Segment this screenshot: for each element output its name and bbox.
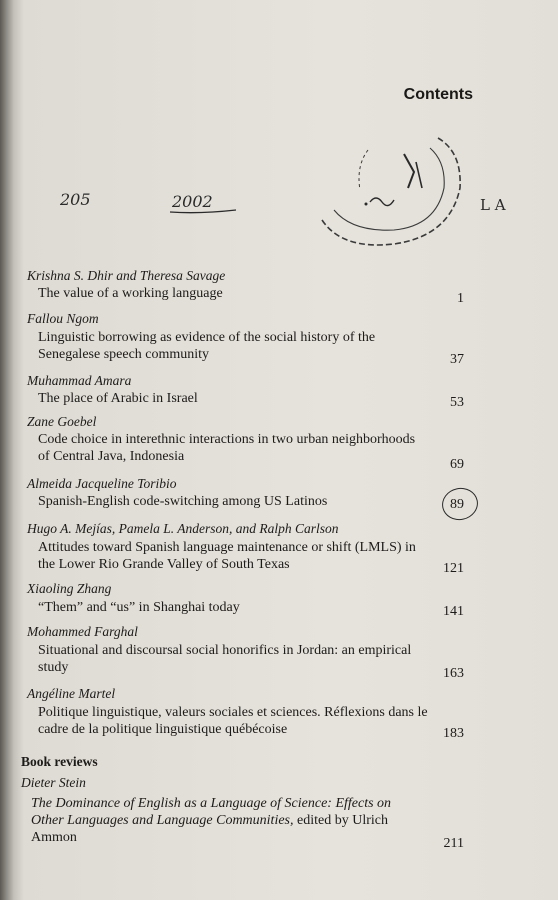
entry-title: The value of a working language [38,286,223,301]
entry-author: Almeida Jacqueline Toribio [27,476,177,491]
handwritten-note-1: 205 [60,190,91,209]
entry-page-number: 183 [443,726,464,741]
entry-title: Linguistic borrowing as evidence of the social history of the Senegalese speech community [38,330,376,362]
entry-page-number: 163 [443,666,464,681]
entry-author: Krishna S. Dhir and Theresa Savage [27,268,226,283]
entry-title: “Them” and “us” in Shanghai today [38,600,240,615]
entry-page-number: 121 [443,561,464,576]
section-heading-book-reviews: Book reviews [21,754,98,769]
entry-page-number: 37 [450,352,464,367]
entry-title: Situational and discoursal social honorifics in Jordan: an empirical study [38,643,412,675]
entry-page-number: 89 [450,497,464,512]
entry-page-number: 1 [457,291,464,306]
entry-page-number: 53 [450,395,464,410]
entry-author: Mohammed Farghal [27,624,138,639]
entry-author: Angéline Martel [27,686,116,701]
review-title-italic: The Dominance of English as a Language of Science: Effects on Other Languages and Language Communities, [31,796,392,828]
review-title-rest: edited by Ulrich Ammon [31,813,388,845]
handwritten-note-3: L A [480,196,506,214]
entry-page-number: 69 [450,457,464,472]
handwritten-note-2: 2002 [172,192,213,211]
entry-title: The place of Arabic in Israel [38,391,198,406]
review-title [31,795,406,846]
review-page-number: 211 [443,836,464,851]
entry-title: Code choice in interethnic interactions in two urban neighborhoods of Central Java, Indonesia [38,432,416,464]
entry-author: Zane Goebel [27,414,97,429]
entry-title: Politique linguistique, valeurs sociales et sciences. Réflexions dans le cadre de la politique linguistique québécoise [38,705,428,737]
entry-author: Fallou Ngom [27,311,99,326]
entry-author: Hugo A. Mejías, Pamela L. Anderson, and Ralph Carlson [27,521,339,536]
entry-author: Xiaoling Zhang [27,581,112,596]
entry-page-number: 141 [443,604,464,619]
entry-title: Spanish-English code-switching among US Latinos [38,494,328,509]
page-title: Contents [403,86,473,103]
entry-title: Attitudes toward Spanish language maintenance or shift (LMLS) in the Lower Rio Grande Valley of South Texas [38,540,416,572]
entry-author: Muhammad Amara [27,373,132,388]
review-author: Dieter Stein [21,775,86,790]
